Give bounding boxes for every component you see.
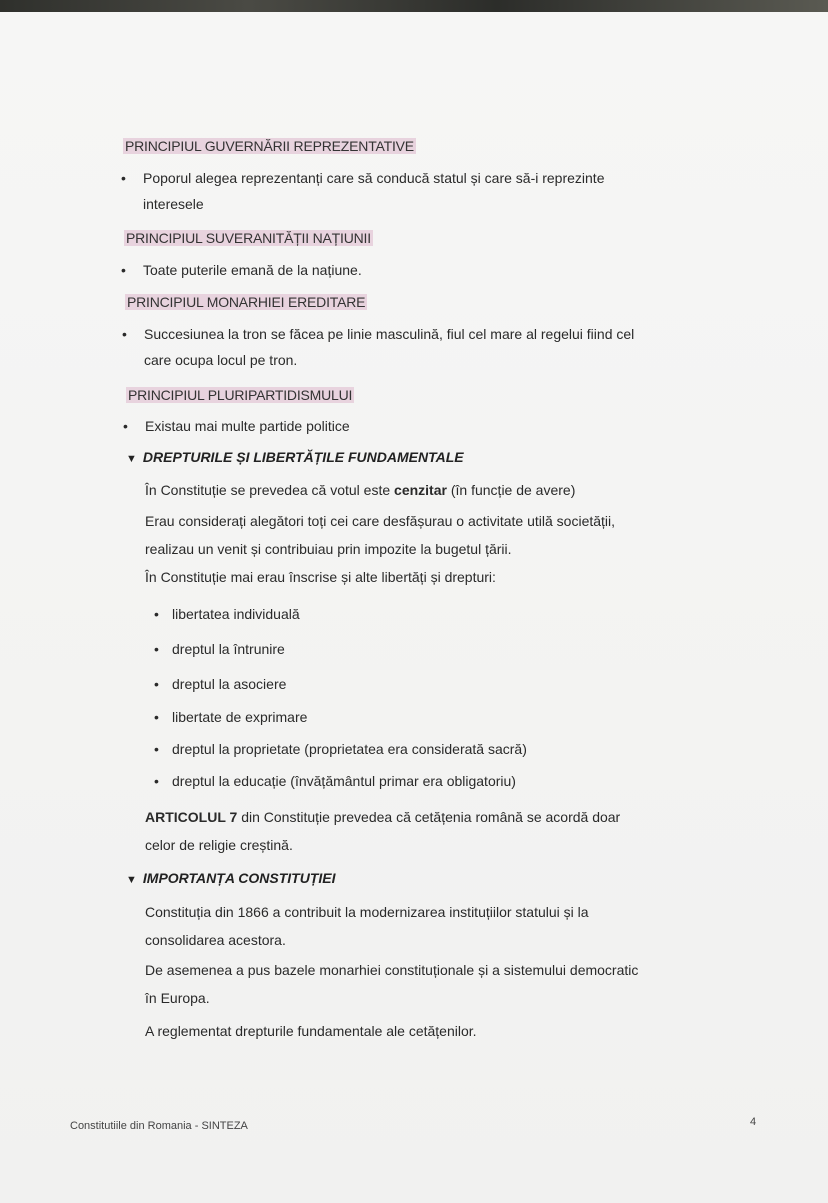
paragraph xyxy=(145,507,615,563)
text: În Constituție se prevedea că votul este xyxy=(145,482,395,498)
principle-heading-text: PRINCIPIUL SUVERANITĂȚII NAȚIUNII xyxy=(126,230,371,246)
line: realizau un venit și contribuiau prin impozite la bugetul țării. xyxy=(145,541,512,557)
line: De asemenea a pus bazele monarhiei constituționale și a sistemului democratic xyxy=(145,962,639,978)
line: consolidarea acestora. xyxy=(145,932,286,948)
bold-term: cenzitar xyxy=(394,482,447,498)
section-rights-title[interactable] xyxy=(126,449,464,465)
line: Erau considerați alegători toți cei care desfășurau o activitate utilă societății, xyxy=(145,513,616,529)
principle-heading-text: PRINCIPIUL GUVERNĂRII REPREZENTATIVE xyxy=(125,138,414,154)
line: celor de religie creștină. xyxy=(145,837,293,853)
line: dreptul la proprietate (proprietatea era considerată sacră) xyxy=(172,741,527,757)
line: în Europa. xyxy=(145,990,210,1006)
line: Succesiunea la tron se făcea pe linie masculină, fiul cel mare al regelui fiind cel xyxy=(144,326,635,342)
paragraph xyxy=(145,1017,477,1045)
paragraph xyxy=(145,563,496,591)
paragraph xyxy=(145,803,620,859)
footer-title: Constitutiile din Romania - SINTEZA xyxy=(70,1120,248,1132)
paragraph xyxy=(145,956,638,1012)
paragraph xyxy=(145,476,575,504)
bold-term: ARTICOLUL 7 xyxy=(145,809,238,825)
principle-heading xyxy=(125,289,367,315)
section-title-text: DREPTURILE ȘI LIBERTĂȚILE FUNDAMENTALE xyxy=(142,449,464,465)
line: Poporul alegea reprezentanți care să conducă statul și care să-i reprezinte xyxy=(143,170,605,186)
photo-background-edge xyxy=(0,0,828,12)
text: (în funcție de avere) xyxy=(446,482,576,498)
line: Existau mai multe partide politice xyxy=(145,418,350,434)
text: În Constituție mai erau înscrise și alte libertăți și drepturi: xyxy=(145,569,496,585)
line: libertate de exprimare xyxy=(172,709,308,725)
collapse-triangle-icon[interactable]: ▼ xyxy=(126,453,137,465)
line: Constituția din 1866 a contribuit la modernizarea instituțiilor statului și la xyxy=(145,904,589,920)
paragraph xyxy=(145,898,589,954)
section-title-text: IMPORTANȚA CONSTITUȚIEI xyxy=(142,870,336,886)
page-number: 4 xyxy=(750,1116,757,1128)
line: dreptul la întrunire xyxy=(172,641,285,657)
principle-heading xyxy=(123,133,416,159)
section-importance-title[interactable] xyxy=(126,870,336,886)
principle-heading-text: PRINCIPIUL MONARHIEI EREDITARE xyxy=(127,294,366,310)
line: libertatea individuală xyxy=(172,606,300,622)
line: Toate puterile emană de la națiune. xyxy=(143,262,362,278)
line: A reglementat drepturile fundamentale ale cetățenilor. xyxy=(145,1023,477,1039)
text: din Constituție prevedea că cetățenia română se acordă doar xyxy=(237,809,621,825)
line: dreptul la educație (învățământul primar era obligatoriu) xyxy=(172,773,516,789)
line: care ocupa locul pe tron. xyxy=(144,352,298,368)
line: dreptul la asociere xyxy=(172,676,287,692)
principle-heading xyxy=(124,225,373,251)
principle-heading xyxy=(126,382,354,408)
collapse-triangle-icon[interactable]: ▼ xyxy=(126,874,137,886)
line: interesele xyxy=(143,196,204,212)
principle-heading-text: PRINCIPIUL PLURIPARTIDISMULUI xyxy=(128,387,353,403)
